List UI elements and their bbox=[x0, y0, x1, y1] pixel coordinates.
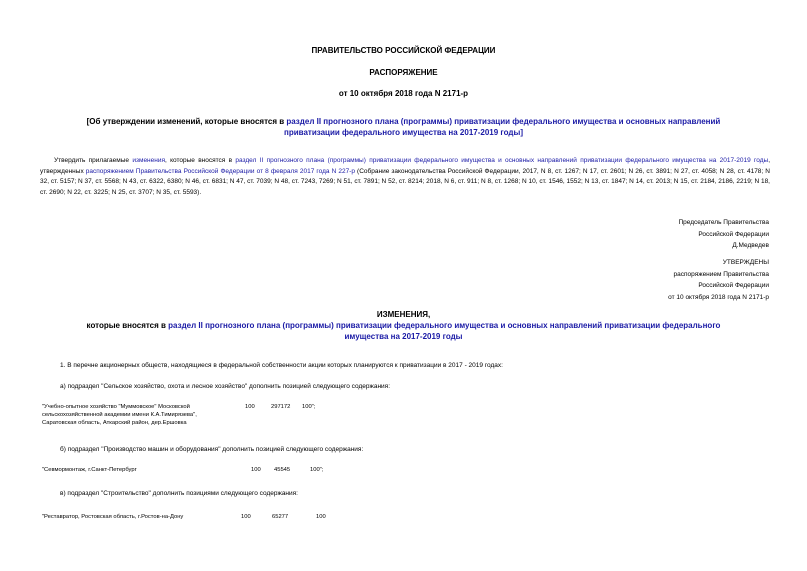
intro-paragraph bbox=[40, 156, 770, 198]
title-prefix: [Об утверждении изменений, которые вносятся в bbox=[86, 117, 287, 126]
item-a: а) подраздел "Сельское хозяйство, охота и лесное хозяйство" дополнить позицией следующего содержания: bbox=[60, 383, 391, 390]
row3-shares-count: 65277 bbox=[272, 514, 289, 520]
row1-shares-count: 297172 bbox=[271, 404, 291, 410]
changes-sub-link[interactable]: раздел II прогнозного плана (программы) приватизации федерального имущества и основных направлений приватизации федерального bbox=[168, 321, 721, 330]
row2-percent: 100"; bbox=[310, 467, 324, 473]
approved-block bbox=[668, 257, 769, 303]
approved-by: распоряжением Правительства bbox=[673, 270, 769, 278]
intro-text-2: , которые вносятся в bbox=[165, 157, 236, 164]
government-name: ПРАВИТЕЛЬСТВО РОССИЙСКОЙ ФЕДЕРАЦИИ bbox=[311, 46, 496, 55]
signature-name: Д.Медведев bbox=[732, 242, 769, 249]
changes-sub-prefix: которые вносятся в bbox=[86, 321, 169, 330]
item-c: в) подраздел "Строительство" дополнить позициями следующего содержания: bbox=[60, 490, 298, 497]
row2-share: 100 bbox=[251, 467, 261, 473]
row1-name-3: Саратовская область, Аткарский район, дер.Ершовка bbox=[42, 420, 187, 426]
document-type: РАСПОРЯЖЕНИЕ bbox=[369, 68, 438, 77]
signature-country: Российской Федерации bbox=[698, 230, 769, 238]
row1-name-1: "Учебно-опытное хозяйство "Муммовское" Московской bbox=[42, 404, 190, 410]
intro-text-1: Утвердить прилагаемые bbox=[54, 157, 133, 164]
row2-name: "Севмормонтаж, г.Санкт-Петербург bbox=[42, 467, 137, 473]
intro-text-4: (Собрание законодательства Российской Федерации, 2017, N 8, ст. 1267; N 17, ст. 2601; N 26, ст. 3891; N 27, ст. 4058; N 28, ст. 4178; N 32, ст. 5157; N 37, ст. 5568; N 43, ст. 6322, 6380; N 46, ст. 6831; N 47, ст. 7039; N 48, ст. 7243, 7269; N 51, ст. 7891; N 52, ст. 8214; 2018, N 6, ст. 911; N 8, ст. 1268; N 10, ст. 1546, 1552; N 13, ст. 1847; N 14, ст. 2013; N 15, ст. 2184, 2186, 2219; N 18, ст. 2690; N 22, ст. 3225; N 25, ст. 3707; N 35, ст. 5593). bbox=[40, 167, 770, 196]
approved-date: от 10 октября 2018 года N 2171-р bbox=[668, 293, 769, 301]
changes-heading: ИЗМЕНЕНИЯ, bbox=[376, 310, 431, 319]
document-title-line1 bbox=[0, 117, 807, 126]
row1-name-2: сельскохозяйственной академии имени К.А.Тимирязева", bbox=[42, 412, 197, 418]
row1-share: 100 bbox=[245, 404, 255, 410]
title-link[interactable]: раздел II прогнозного плана (программы) приватизации федерального имущества и основных направлений bbox=[286, 117, 721, 126]
row1-percent: 100"; bbox=[302, 404, 316, 410]
document-date-number: от 10 октября 2018 года N 2171-р bbox=[338, 89, 469, 98]
changes-subheading-line2[interactable]: имущества на 2017-2019 годы bbox=[344, 332, 463, 341]
intro-text-3: , утвержденных bbox=[40, 157, 771, 175]
document-title-line2[interactable]: приватизации федерального имущества на 2017-2019 годы] bbox=[284, 128, 523, 137]
changes-subheading-line1 bbox=[0, 321, 807, 330]
signature-block bbox=[678, 217, 769, 252]
signature-position: Председатель Правительства bbox=[678, 219, 769, 226]
item-1: 1. В перечне акционерных обществ, находящиеся в федеральной собственности акции которых планируются к приватизации в 2017 - 2019 годах: bbox=[60, 362, 503, 369]
decree-link[interactable]: распоряжением Правительства Российской Федерации от 8 февраля 2017 года N 227-р bbox=[85, 167, 355, 175]
row2-shares-count: 45545 bbox=[274, 467, 291, 473]
row3-percent: 100 bbox=[316, 514, 326, 520]
row3-share: 100 bbox=[241, 514, 251, 520]
approved-label: УТВЕРЖДЕНЫ bbox=[722, 259, 769, 266]
section-link[interactable]: раздел II прогнозного плана (программы) приватизации федерального имущества и основных направлений приватизации федерального имущества на 2017-2019 годы bbox=[235, 157, 769, 164]
row3-name: "Реставратор, Ростовская область, г.Ростов-на-Дону bbox=[42, 514, 184, 520]
item-b: б) подраздел "Производство машин и оборудования" дополнить позицией следующего содержания: bbox=[60, 446, 364, 453]
approved-country: Российской Федерации bbox=[698, 282, 769, 289]
changes-link[interactable]: изменения bbox=[132, 157, 165, 164]
